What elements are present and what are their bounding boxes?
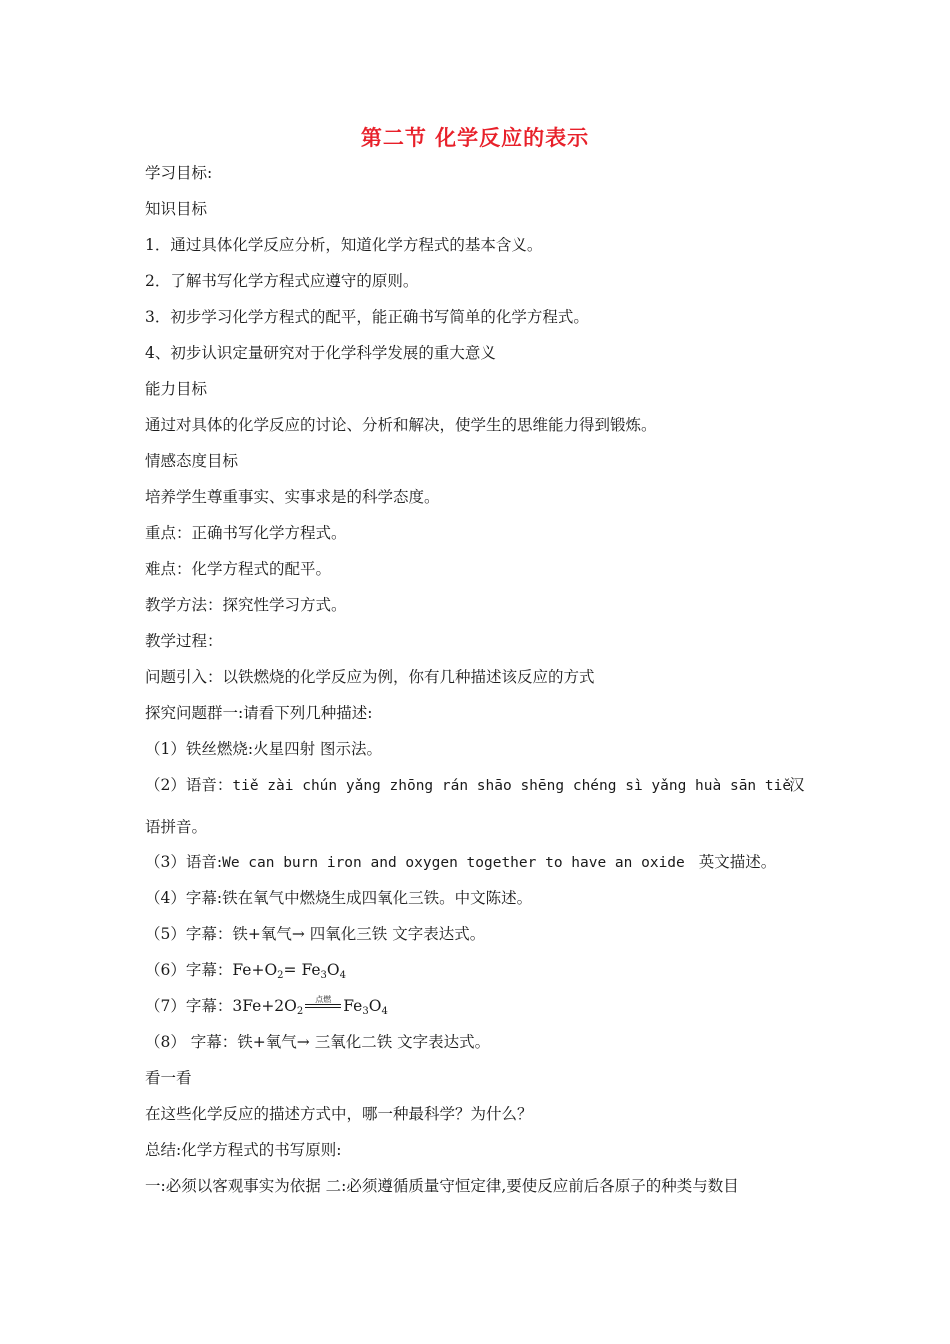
text-line: 语拼音。 [145, 818, 208, 836]
text-line: 知识目标 [145, 200, 208, 218]
item-2-line [145, 775, 815, 796]
text-line: 通过对具体的化学反应的讨论、分析和解决，使学生的思维能力得到锻炼。 [145, 416, 657, 434]
text-line: 问题引入：以铁燃烧的化学反应为例，你有几种描述该反应的方式 [145, 668, 595, 686]
condition-label: 点燃 [315, 995, 332, 1004]
equation-right: Fe [343, 997, 363, 1015]
item-6-line [145, 960, 815, 986]
reaction-condition-sign [303, 996, 343, 1016]
item-2-pinyin: tiě zài chún yǎng zhōng rán shāo shēng chéng sì yǎng huà sān tiě [232, 778, 792, 794]
text-line: 教学过程： [145, 632, 223, 650]
text-line: 情感态度目标 [145, 452, 239, 470]
subscript: 2 [296, 1006, 304, 1017]
text-line: （1）铁丝燃烧:火星四射 图示法。 [145, 740, 383, 758]
subscript: 4 [339, 970, 346, 981]
text-line: 1．通过具体化学反应分析，知道化学方程式的基本含义。 [145, 236, 543, 254]
equation-right: O [326, 961, 340, 979]
equation-left: Fe+O [232, 961, 278, 979]
equation-right: = Fe [283, 961, 321, 979]
text-line: （4）字幕:铁在氧气中燃烧生成四氧化三铁。中文陈述。 [145, 889, 533, 907]
text-line: 培养学生尊重事实、实事求是的科学态度。 [145, 488, 440, 506]
text-line: 在这些化学反应的描述方式中，哪一种最科学？为什么？ [145, 1105, 533, 1123]
item-7-prefix: （7）字幕： [145, 997, 233, 1015]
equation-right: O [368, 997, 382, 1015]
text-line: 一:必须以客观事实为依据 二:必须遵循质量守恒定律,要使反应前后各原子的种类与数目 [145, 1177, 739, 1195]
text-line: 学习目标: [145, 164, 213, 182]
text-line: 教学方法：探究性学习方式。 [145, 596, 347, 614]
text-line: 2．了解书写化学方程式应遵守的原则。 [145, 272, 419, 290]
item-2-suffix: 汉 [789, 776, 805, 794]
item-3-line [145, 852, 815, 873]
text-line: 3．初步学习化学方程式的配平，能正确书写简单的化学方程式。 [145, 308, 589, 326]
text-line: 4、初步认识定量研究对于化学科学发展的重大意义 [145, 344, 496, 362]
text-line: 看一看 [145, 1069, 192, 1087]
text-line: 总结:化学方程式的书写原则: [145, 1141, 342, 1159]
text-line: 难点：化学方程式的配平。 [145, 560, 332, 578]
text-line: 能力目标 [145, 380, 208, 398]
subscript: 3 [320, 970, 327, 981]
item-3-suffix: 英文描述。 [698, 853, 777, 871]
text-line: （8） 字幕：铁+氧气→ 三氧化二铁 文字表达式。 [145, 1033, 491, 1051]
text-line: （5）字幕：铁+氧气→ 四氧化三铁 文字表达式。 [145, 925, 486, 943]
text-line: 探究问题群一:请看下列几种描述: [145, 704, 373, 722]
item-3-english: We can burn iron and oxygen together to have an oxide [222, 855, 685, 871]
item-3-prefix: （3）语音: [145, 853, 223, 871]
subscript: 4 [381, 1006, 388, 1017]
text-line: 重点：正确书写化学方程式。 [145, 524, 347, 542]
item-7-line [145, 996, 815, 1022]
page-title: 第二节 化学反应的表示 [360, 126, 590, 150]
equation-left: 3Fe+2O [232, 997, 297, 1015]
subscript: 3 [362, 1006, 369, 1017]
item-6-prefix: （6）字幕： [145, 961, 233, 979]
subscript: 2 [277, 970, 284, 981]
item-2-prefix: （2）语音： [145, 776, 233, 794]
